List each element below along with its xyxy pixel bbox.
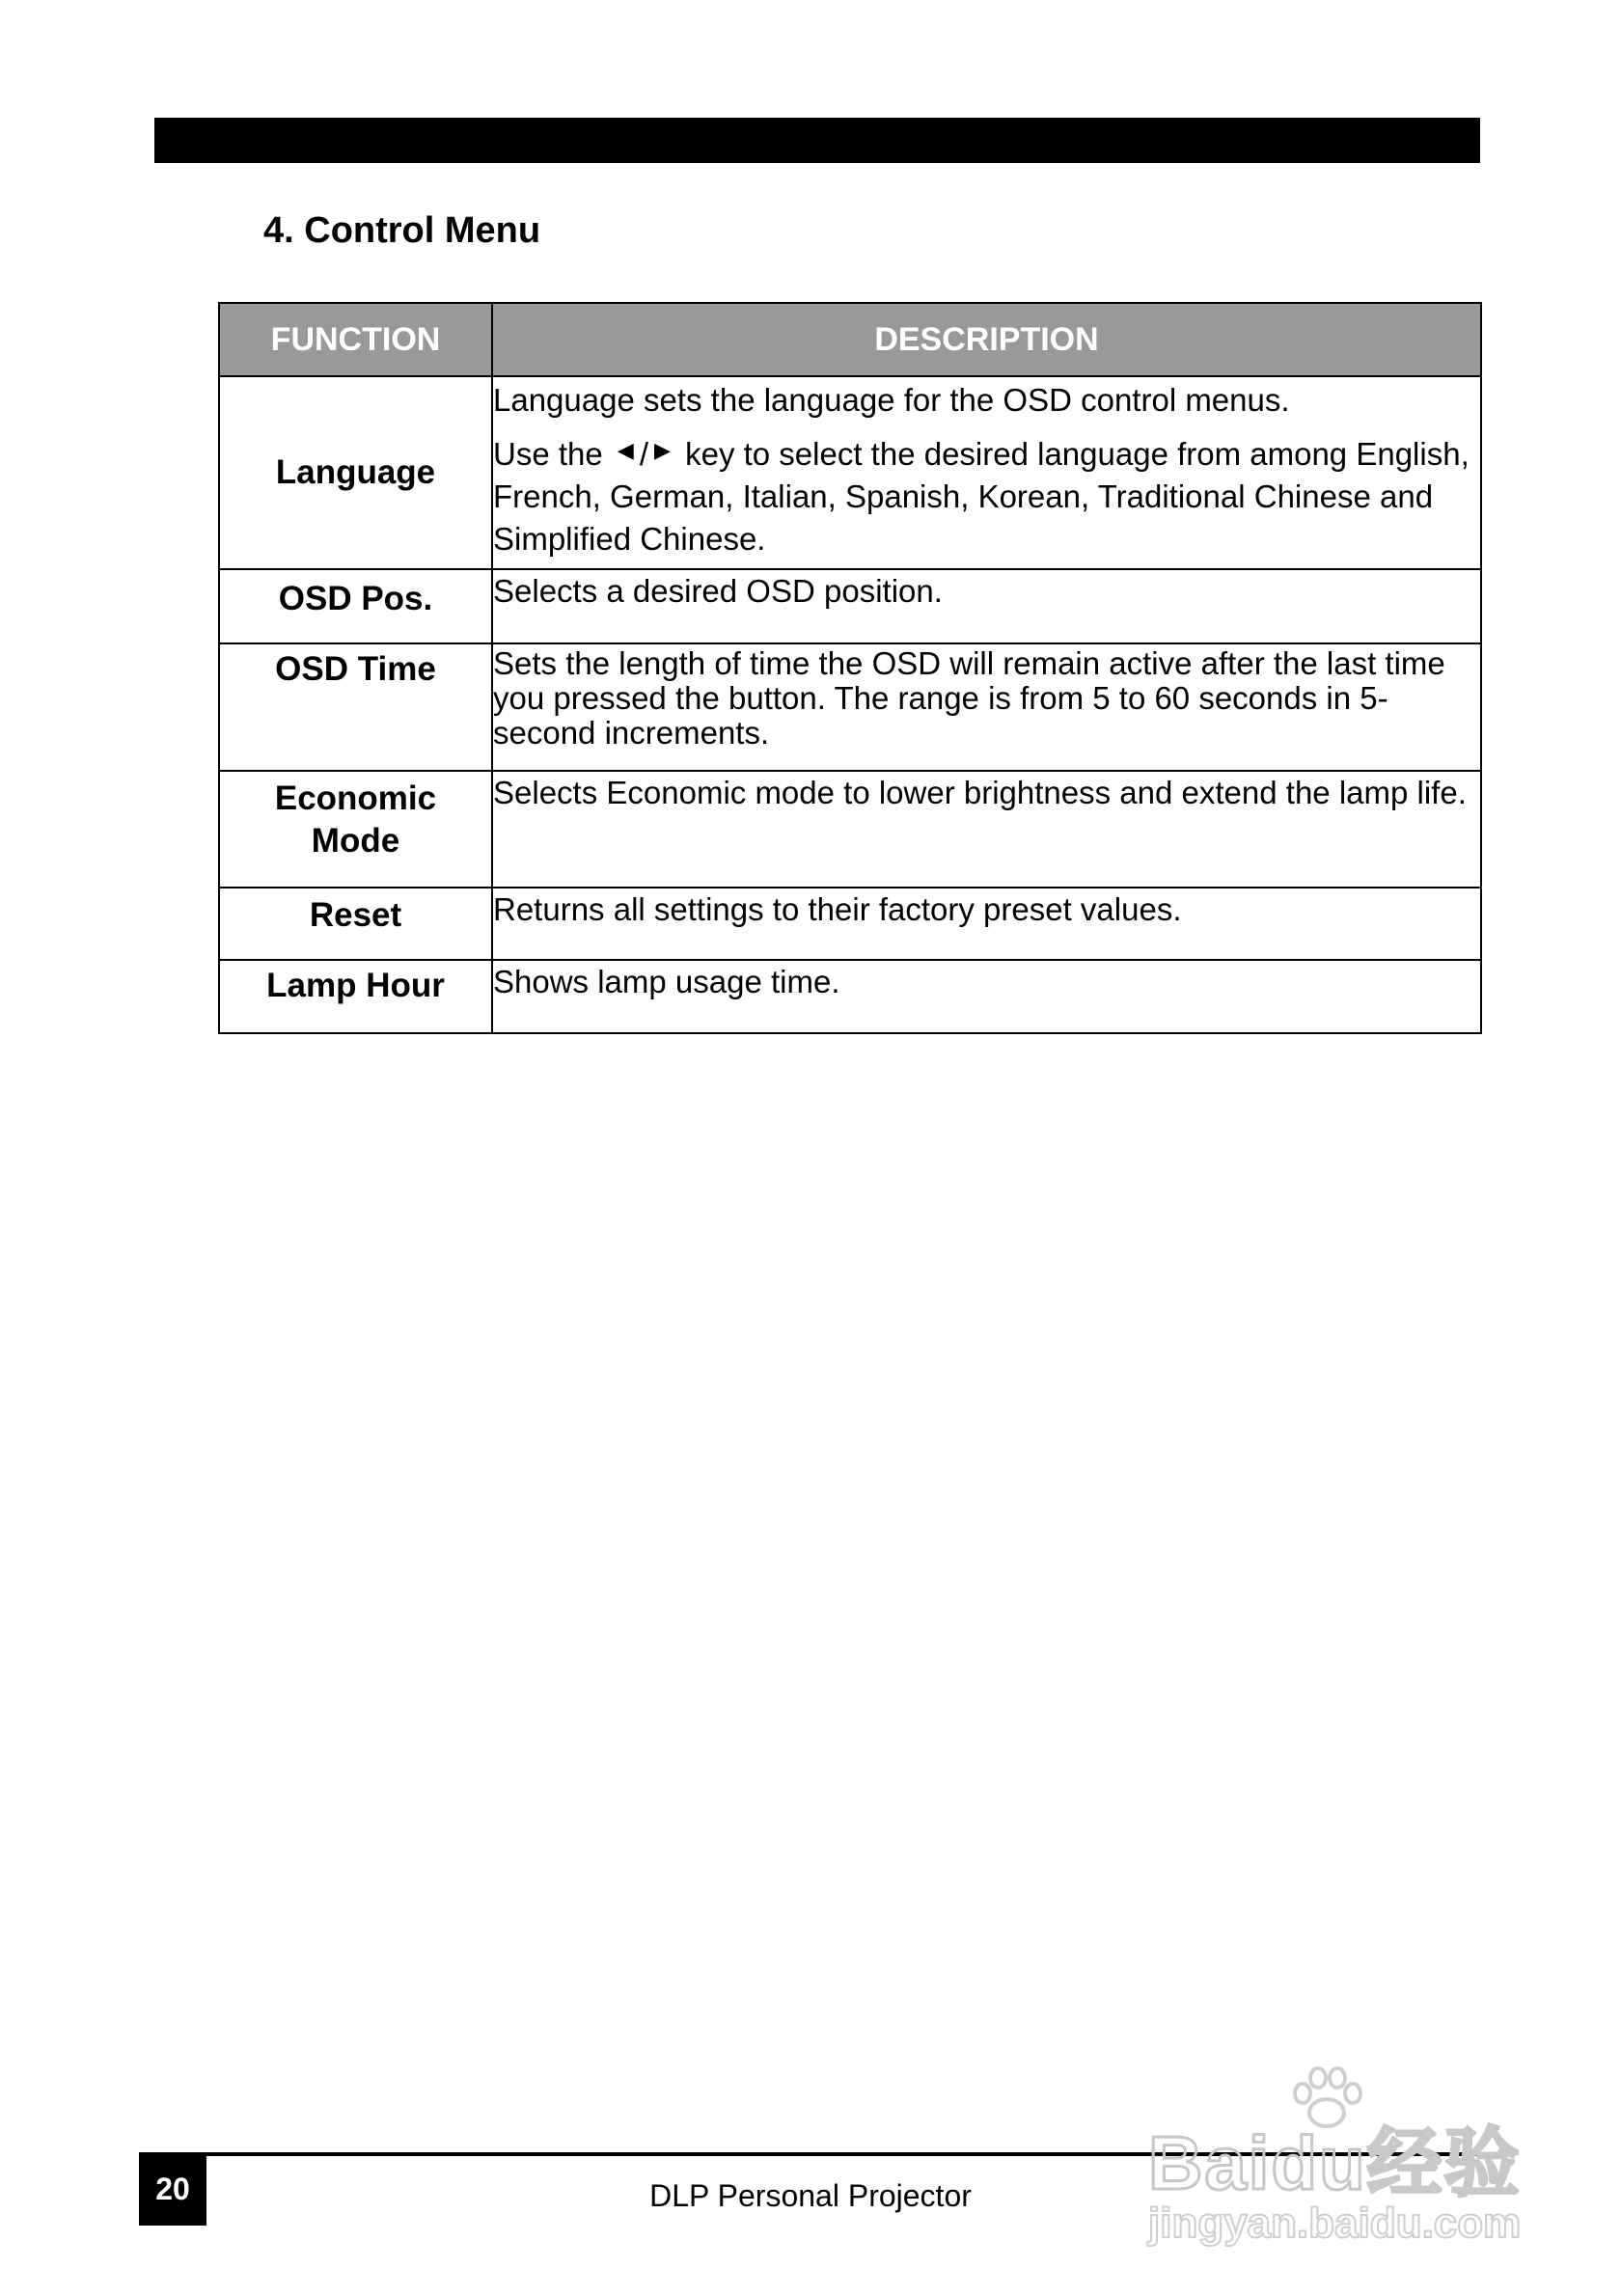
page-number: 20 [139, 2152, 206, 2226]
watermark-url: jingyan.baidu.com [1148, 2200, 1522, 2247]
description-text: Use the [493, 436, 603, 472]
control-menu-table [218, 302, 1482, 1034]
function-cell: Lamp Hour [219, 960, 492, 1033]
description-column-header: DESCRIPTION [492, 303, 1481, 376]
description-cell: Selects a desired OSD position. [492, 569, 1481, 643]
function-cell: Reset [219, 888, 492, 960]
description-line: Language sets the language for the OSD control menus. [493, 382, 1290, 418]
description-cell: Sets the length of time the OSD will remain active after the last time you pressed the button. The range is from 5 to 60 seconds in 5-second increments. [492, 643, 1481, 771]
function-cell: Language [219, 376, 492, 569]
table-row [219, 771, 1481, 888]
table-row [219, 376, 1481, 569]
function-column-header: FUNCTION [219, 303, 492, 376]
separator-text: / [639, 436, 648, 472]
table-row [219, 960, 1481, 1033]
page-title: 4. Control Menu [263, 210, 541, 251]
header-bar [154, 118, 1480, 163]
description-cell: Selects Economic mode to lower brightness and extend the lamp life. [492, 771, 1481, 888]
description-text: key to select the desired language from among English, French, German, Italian, Spanish, Korean, Traditional Chinese and Simplified Chinese. [493, 436, 1470, 557]
watermark [1148, 2064, 1534, 2257]
function-cell: Economic Mode [219, 771, 492, 888]
left-triangle-icon: ◀ [617, 438, 634, 462]
footer-rule [206, 2152, 1480, 2156]
description-cell: Returns all settings to their factory preset values. [492, 888, 1481, 960]
table-row [219, 643, 1481, 771]
table-header-row [219, 303, 1481, 376]
function-cell: OSD Pos. [219, 569, 492, 643]
paw-icon [1283, 2064, 1370, 2132]
function-cell: OSD Time [219, 643, 492, 771]
description-cell [492, 376, 1481, 569]
footer-title: DLP Personal Projector [649, 2178, 972, 2213]
table-row [219, 569, 1481, 643]
description-cell: Shows lamp usage time. [492, 960, 1481, 1033]
right-triangle-icon: ▶ [654, 438, 671, 462]
table-row [219, 888, 1481, 960]
watermark-logo-text: Baidu经验 [1148, 2120, 1522, 2205]
description-paragraph [493, 429, 1480, 560]
